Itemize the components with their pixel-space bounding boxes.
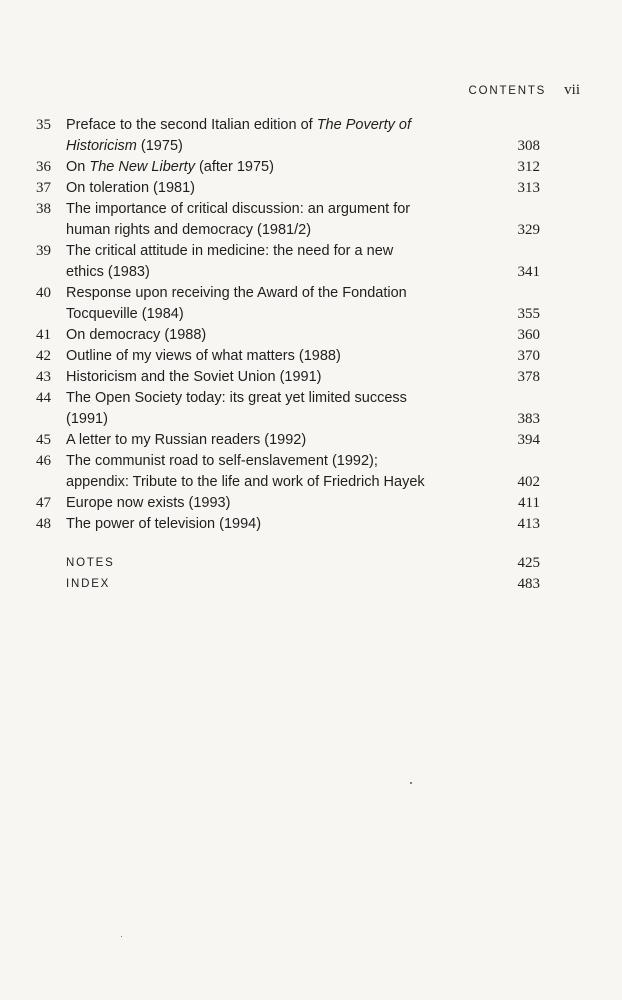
page-number: 411 bbox=[518, 495, 540, 511]
toc-entry bbox=[36, 325, 540, 346]
chapter-title: On The New Liberty (after 1975) bbox=[66, 159, 274, 175]
page-number: 312 bbox=[517, 159, 540, 175]
chapter-number: 46 bbox=[36, 453, 51, 469]
page-number: 329 bbox=[517, 222, 540, 238]
toc-entry bbox=[36, 199, 540, 241]
back-matter-label: NOTES bbox=[66, 557, 115, 569]
page-number: 483 bbox=[517, 576, 540, 592]
page-number: 370 bbox=[517, 348, 540, 364]
chapter-title: Outline of my views of what matters (1988) bbox=[66, 348, 341, 364]
toc-entry bbox=[36, 388, 540, 430]
chapter-title: Historicism and the Soviet Union (1991) bbox=[66, 369, 322, 385]
chapter-title: A letter to my Russian readers (1992) bbox=[66, 432, 307, 448]
chapter-title: On toleration (1981) bbox=[66, 180, 195, 196]
chapter-number: 43 bbox=[36, 369, 51, 385]
page-number: 425 bbox=[517, 555, 540, 571]
chapter-number: 36 bbox=[36, 159, 51, 175]
back-matter-label: INDEX bbox=[66, 578, 111, 590]
chapter-number: 42 bbox=[36, 348, 51, 364]
chapter-number: 40 bbox=[36, 285, 51, 301]
chapter-title-line-1: Response upon receiving the Award of the Fondation bbox=[66, 285, 407, 301]
toc-entry bbox=[36, 178, 540, 199]
chapter-number: 45 bbox=[36, 432, 51, 448]
toc-entry bbox=[36, 430, 540, 451]
page-number: 402 bbox=[517, 474, 540, 490]
page-number: 355 bbox=[517, 306, 540, 322]
chapter-title-line-2: (1991) bbox=[66, 411, 108, 427]
toc-entry bbox=[36, 514, 540, 535]
page-number: 360 bbox=[517, 327, 540, 343]
chapter-title-line-2: Historicism (1975) bbox=[66, 138, 183, 154]
chapter-number: 48 bbox=[36, 516, 51, 532]
toc-entry bbox=[36, 346, 540, 367]
back-matter-list bbox=[36, 553, 540, 595]
page-number: 313 bbox=[517, 180, 540, 196]
chapter-number: 35 bbox=[36, 117, 51, 133]
chapter-number: 41 bbox=[36, 327, 51, 343]
page-number: 378 bbox=[517, 369, 540, 385]
table-of-contents bbox=[36, 115, 540, 595]
toc-entry-notes bbox=[36, 553, 540, 574]
page-number: 394 bbox=[517, 432, 540, 448]
paper-speck bbox=[121, 936, 122, 937]
toc-entry-index bbox=[36, 574, 540, 595]
chapter-number: 38 bbox=[36, 201, 51, 217]
running-head-section: CONTENTS bbox=[468, 85, 547, 97]
toc-entry bbox=[36, 283, 540, 325]
toc-entry bbox=[36, 493, 540, 514]
chapter-title: The power of television (1994) bbox=[66, 516, 262, 532]
page-number: 383 bbox=[517, 411, 540, 427]
page-number: 308 bbox=[517, 138, 540, 154]
toc-entry bbox=[36, 115, 540, 157]
chapter-number: 39 bbox=[36, 243, 51, 259]
chapter-number: 47 bbox=[36, 495, 51, 511]
chapter-title-line-2: Tocqueville (1984) bbox=[66, 306, 184, 322]
toc-entry bbox=[36, 367, 540, 388]
running-head bbox=[469, 82, 581, 99]
chapter-title-line-1: Preface to the second Italian edition of The Poverty of bbox=[66, 117, 411, 133]
page-number: 413 bbox=[517, 516, 540, 532]
paper-speck bbox=[410, 782, 412, 784]
chapter-title-line-1: The Open Society today: its great yet limited success bbox=[66, 390, 407, 406]
chapter-title-line-2: ethics (1983) bbox=[66, 264, 150, 280]
chapter-title-line-1: The importance of critical discussion: an argument for bbox=[66, 201, 411, 217]
toc-entry bbox=[36, 157, 540, 178]
chapter-title: On democracy (1988) bbox=[66, 327, 207, 343]
chapter-title-line-1: The critical attitude in medicine: the need for a new bbox=[66, 243, 394, 259]
toc-entry bbox=[36, 241, 540, 283]
chapter-title-line-1: The communist road to self-enslavement (1992); bbox=[66, 453, 378, 469]
chapter-title-line-2: human rights and democracy (1981/2) bbox=[66, 222, 312, 238]
chapter-title: Europe now exists (1993) bbox=[66, 495, 231, 511]
chapter-title-line-2: appendix: Tribute to the life and work of Friedrich Hayek bbox=[66, 474, 425, 490]
page-folio: vii bbox=[564, 82, 580, 98]
page-number: 341 bbox=[517, 264, 540, 280]
chapter-number: 37 bbox=[36, 180, 51, 196]
chapter-number: 44 bbox=[36, 390, 51, 406]
toc-entry bbox=[36, 451, 540, 493]
